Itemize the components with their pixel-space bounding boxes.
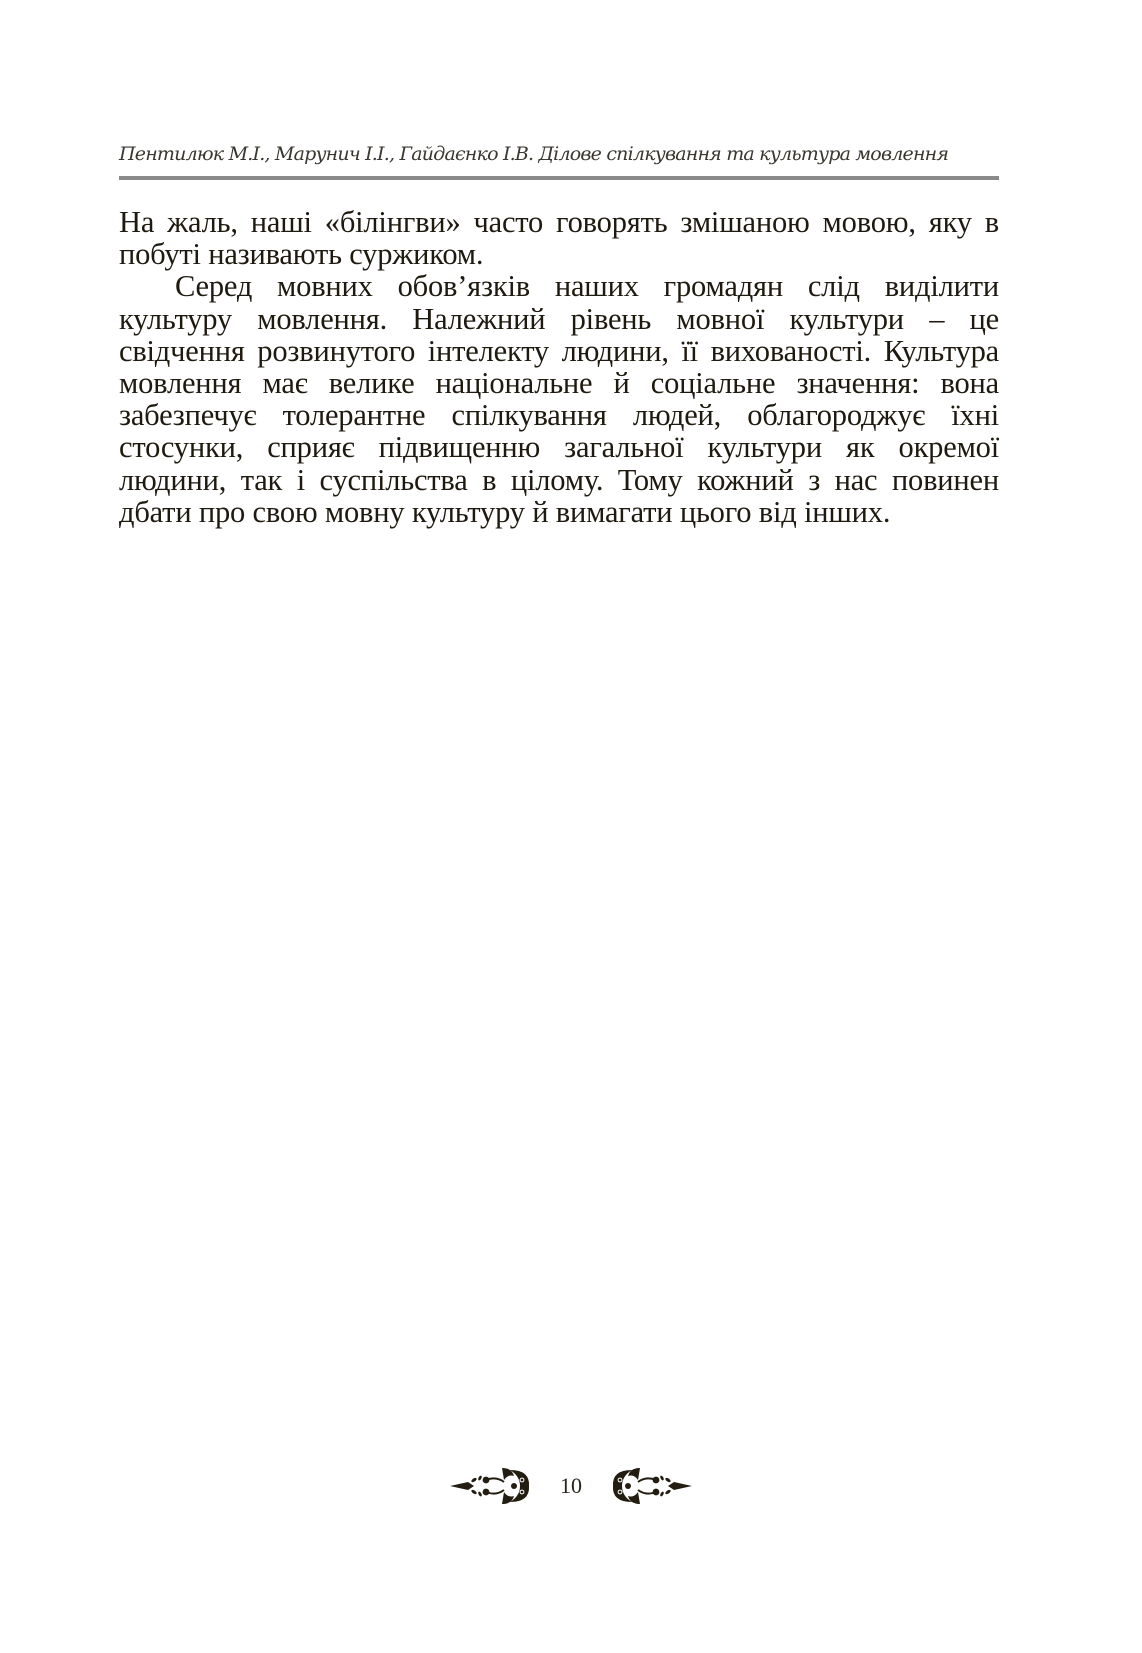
floral-ornament-right-icon xyxy=(612,1466,692,1506)
header-divider-rule xyxy=(119,176,999,180)
running-header-title: Пентилюк М.І., Марунич І.І., Гайдаєнко І.В. Ділове спілкування та культура мовлення xyxy=(119,143,949,165)
paragraph-1: На жаль, наші «білінгви» часто говорять змішаною мовою, яку в побуті називають суржиком. xyxy=(119,205,999,272)
floral-ornament-left-icon xyxy=(450,1466,530,1506)
body-text xyxy=(119,206,999,528)
page-number: 10 xyxy=(560,1473,582,1498)
page-footer xyxy=(0,1462,1142,1510)
paragraph-2: Серед мовних обов’язків наших громадян слід виділити культуру мовлення. Належний рівень мовної культури – це свідчення розвинутого інтелекту людини, її вихованості. Культура мовлення має велике національне й соціальне значення: вона забезпечує толерантне спілкування людей, облагороджує їхні стосунки, сприяє підвищенню загальної культури як окремої людини, так і суспільства в цілому. Тому кожний з нас повинен дбати про свою мовну культуру й вимагати цього від інших. xyxy=(119,269,999,529)
